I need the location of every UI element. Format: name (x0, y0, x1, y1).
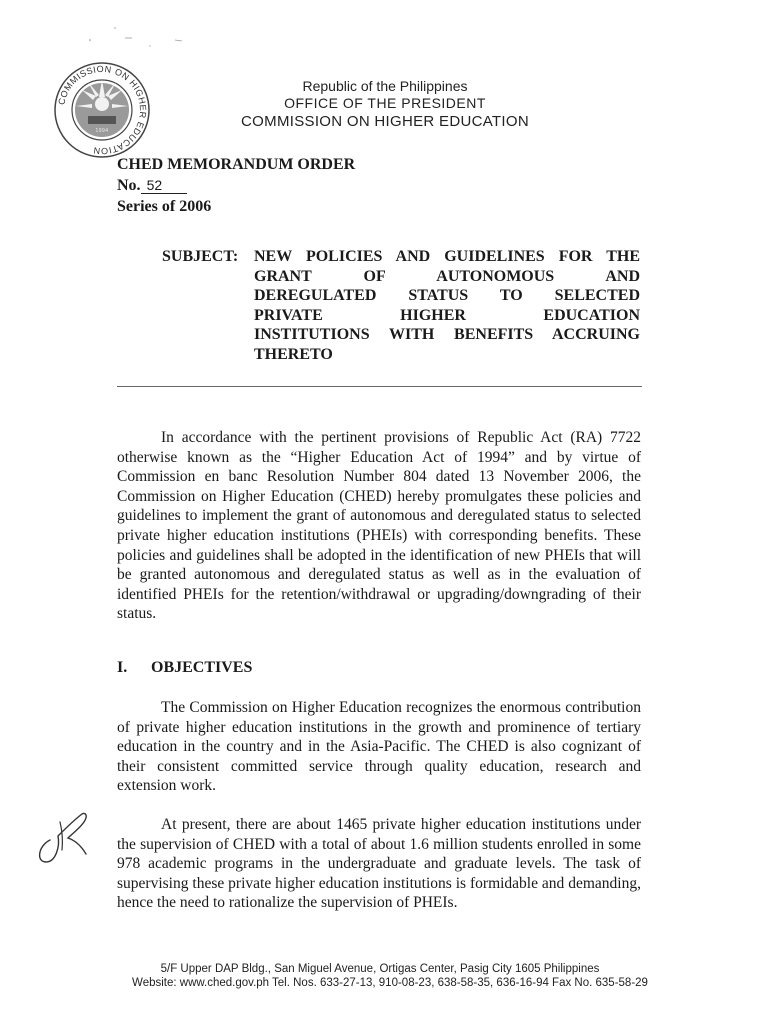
memo-number-label: No. (117, 177, 141, 194)
objectives-paragraph-2: At present, there are about 1465 private higher education institutions under the supervision of CHED with a total of about 1.6 million students enrolled in some 978 academic programs in the undergraduate and graduate levels. The task of supervising these private higher education institutions is formidable and demanding, hence the need to rationalize the supervision of PHEIs. (117, 816, 641, 912)
letterhead-commission: COMMISSION ON HIGHER EDUCATION (241, 113, 529, 130)
seal-ring-text: COMMISSION ON HIGHER EDUCATION (56, 63, 149, 157)
page-footer (80, 962, 680, 990)
ched-seal-icon (52, 60, 152, 160)
memo-header (117, 154, 355, 217)
seal-year: 1994 (95, 128, 109, 134)
letterhead (230, 78, 540, 131)
subject-label: SUBJECT: (162, 248, 239, 265)
subject-line: INSTITUTIONS WITH BENEFITS ACCRUING (254, 326, 640, 343)
scan-specks (80, 20, 200, 60)
section-heading (117, 659, 252, 677)
letterhead-office: OFFICE OF THE PRESIDENT (284, 95, 486, 111)
subject-text (254, 247, 640, 364)
memo-number-value: 52 (141, 177, 187, 194)
section-number: I. (117, 659, 128, 676)
handwritten-initials (30, 800, 100, 870)
section-title: OBJECTIVES (151, 659, 253, 676)
subject-line: NEW POLICIES AND GUIDELINES FOR THE (254, 248, 640, 265)
subject-line: THERETO (254, 345, 333, 363)
divider-rule (117, 386, 642, 387)
subject-line: PRIVATE HIGHER EDUCATION (254, 306, 640, 324)
letterhead-republic: Republic of the Philippines (302, 78, 468, 94)
subject-line: DEREGULATED STATUS TO SELECTED (254, 287, 640, 304)
subject-line: GRANT OF AUTONOMOUS AND (254, 267, 640, 285)
objectives-paragraph-1: The Commission on Higher Education recognizes the enormous contribution of private higher education institutions in the growth and prominence of tertiary education in the country and in the Asia-Pacific. The CHED is also cognizant of their consistent committed service through quality education, research and extension work. (117, 699, 641, 795)
memo-series: Series of 2006 (117, 198, 212, 215)
memo-number (117, 175, 355, 196)
footer-address: 5/F Upper DAP Bldg., San Miguel Avenue, Ortigas Center, Pasig City 1605 Philippines (160, 963, 600, 975)
memo-title: CHED MEMORANDUM ORDER (117, 156, 356, 173)
footer-contact: Website: www.ched.gov.ph Tel. Nos. 633-27-13, 910-08-23, 638-58-35, 636-16-94 Fax No. 635-58-29 (132, 977, 648, 989)
intro-paragraph: In accordance with the pertinent provisions of Republic Act (RA) 7722 otherwise known as the “Higher Education Act of 1994” and by virtue of Commission en banc Resolution Number 804 dated 13 November 2006, the Commission on Higher Education (CHED) hereby promulgates these policies and guidelines to implement the grant of autonomous and deregulated status to selected private higher education institutions (PHEIs) with corresponding benefits. These policies and guidelines shall be adopted in the identification of new PHEIs that will be granted autonomous and deregulated status as well as in the evaluation of identified PHEIs for the retention/withdrawal or upgrading/downgrading of their status. (117, 429, 641, 623)
